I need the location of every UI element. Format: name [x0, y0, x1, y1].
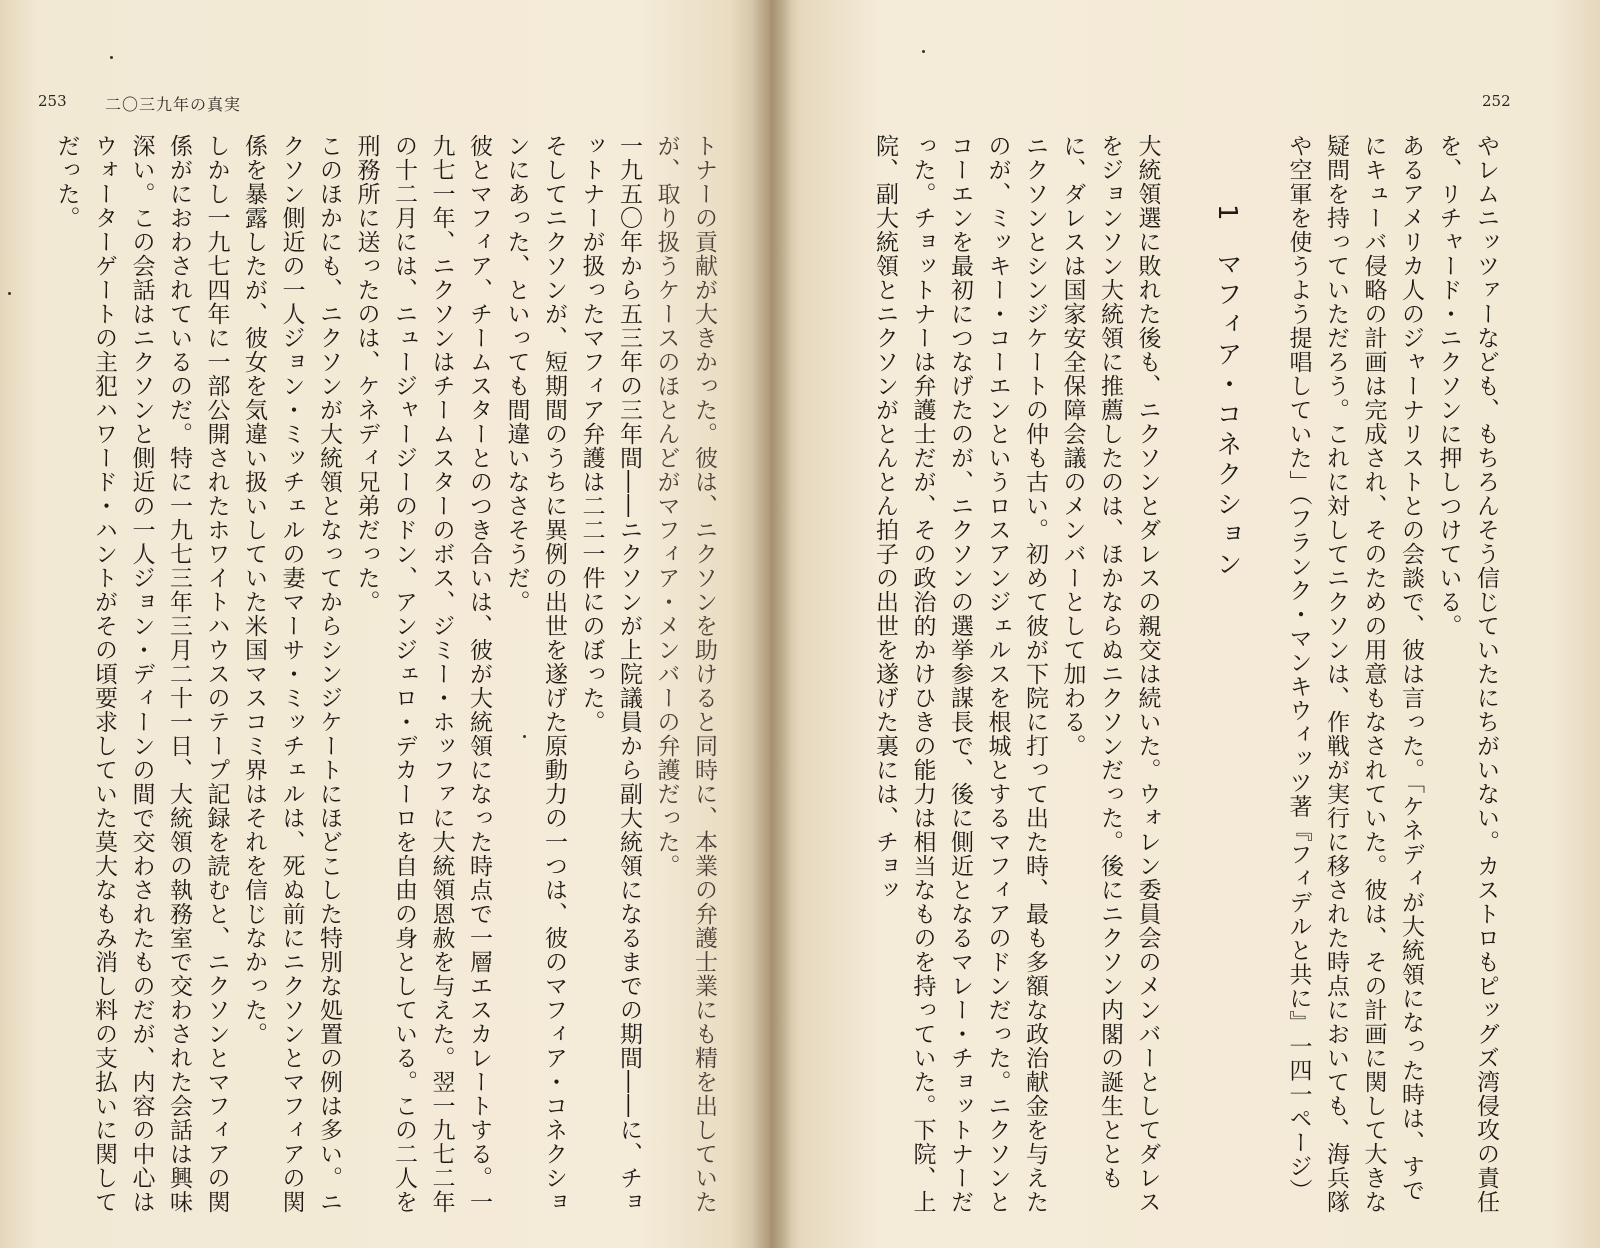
- body-paragraph: しかし一九七四年に一部公開されたホワイトハウスのテープ記録を読むと、ニクソンとマフィアの関係がにおわされているのだ。特に一九七三年三月二十一日、大統領の執務室で交わされた会話は興味深い。この会話はニクソンと側近の一人ジョン・ディーンの間で交わされたものだが、内容の中心はウォーターゲートの主犯ハワード・ハントがその頃要求していた莫大なもみ消し料の支払いに関してだった。: [53, 134, 230, 1214]
- body-paragraph: 彼とマフィア、チームスターとのつき合いは、彼が大統領になった時点で一層エスカレートする。一九七一年、ニクソンはチームスターのボス、ジミー・ホッファに大統領恩赦を与えた。翌一九七二年の十二月には、ニュージャージーのドン、アンジェロ・デカーロを自由の身としている。この二人を刑務所に送ったのは、ケネディ兄弟だった。: [353, 134, 492, 1214]
- body-paragraph: やレムニッツァーなども、もちろんそう信じていたにちがいない。カストロもピッグズ湾侵攻の責任を、リチャード・ニクソンに押しつけている。: [1435, 134, 1499, 1214]
- body-paragraph: このほかにも、ニクソンが大統領となってからシンジケートにほどこした特別な処置の例は多い。ニクソン側近の一人ジョン・ミッチェルの妻マーサ・ミッチェルは、死ぬ前にニクソンとマフィアの関係を暴露したが、彼女を気違い扱いしていた米国マスコミ界はそれを信じなかった。: [241, 134, 342, 1214]
- print-speck: [523, 735, 526, 738]
- body-paragraph: トナーの貢献が大きかった。彼は、ニクソンを助けると同時に、本業の弁護士業にも精を出していたが、取り扱うケースのほとんどがマフィア・メンバーの弁護だった。: [653, 134, 717, 1214]
- section-heading: [1166, 134, 1280, 1224]
- body-paragraph: あるアメリカ人のジャーナリストとの会談で、彼は言った。「ケネディが大統領になった時は、すでにキューバ侵略の計画は完成され、そのための用意もなされていた。彼は、その計画に関して大きな疑問を持っていただろう。これに対してニクソンは、作戦が実行に移された時点においても、海兵隊や空軍を使うよう提唱していた」（フランク・マンキウィッツ著『フィデルと共に』一四一ページ）: [1285, 134, 1424, 1214]
- left-page-number: 253: [38, 92, 67, 110]
- right-page-number: 252: [1482, 92, 1511, 110]
- body-paragraph: そしてニクソンが、短期間のうちに異例の出世を遂げた原動力の一つは、彼のマフィア・コネクションにあった、といっても間違いなさそうだ。: [503, 134, 567, 1214]
- body-paragraph: ニクソンとシンジケートの仲も古い。初めて彼が下院に打って出た時、最も多額な政治献金を与えたのが、ミッキー・コーエンというロスアンジェルスを根城とするマフィアのドンだった。ニクソンとコーエンを最初につなげたのが、ニクソンの選挙参謀長で、後に側近となるマレー・チョットナーだった。チョットナーは弁護士だが、その政治的かけひきの能力は相当なものを持っていた。下院、上院、副大統領とニクソンがとんとん拍子の出世を遂げた裏には、チョッ: [872, 134, 1048, 1214]
- body-paragraph: 一九五〇年から五三年の三年間――ニクソンが上院議員から副大統領になるまでの期間――に、チョットナーが扱ったマフィア弁護は二二一件にのぼった。: [578, 134, 642, 1214]
- running-title: 二〇三九年の真実: [105, 95, 242, 114]
- right-page: [770, 0, 1600, 1248]
- print-speck: [8, 292, 11, 295]
- left-page: [0, 0, 770, 1248]
- section-title: マフィア・コネクション: [1212, 250, 1242, 581]
- section-number: 1: [1212, 204, 1242, 225]
- right-page-body: [808, 134, 1504, 1224]
- body-paragraph: 大統領選に敗れた後も、ニクソンとダレスの親交は続いた。ウォレン委員会のメンバーとしてダレスをジョンソン大統領に推薦したのは、ほかならぬニクソンだった。後にニクソン内閣の誕生とともに、ダレスは国家安全保障会議のメンバーとして加わる。: [1059, 134, 1161, 1214]
- print-speck: [110, 56, 113, 59]
- book-gutter-shadow: [752, 0, 792, 1248]
- print-speck: [922, 50, 925, 53]
- left-page-body: [32, 134, 722, 1224]
